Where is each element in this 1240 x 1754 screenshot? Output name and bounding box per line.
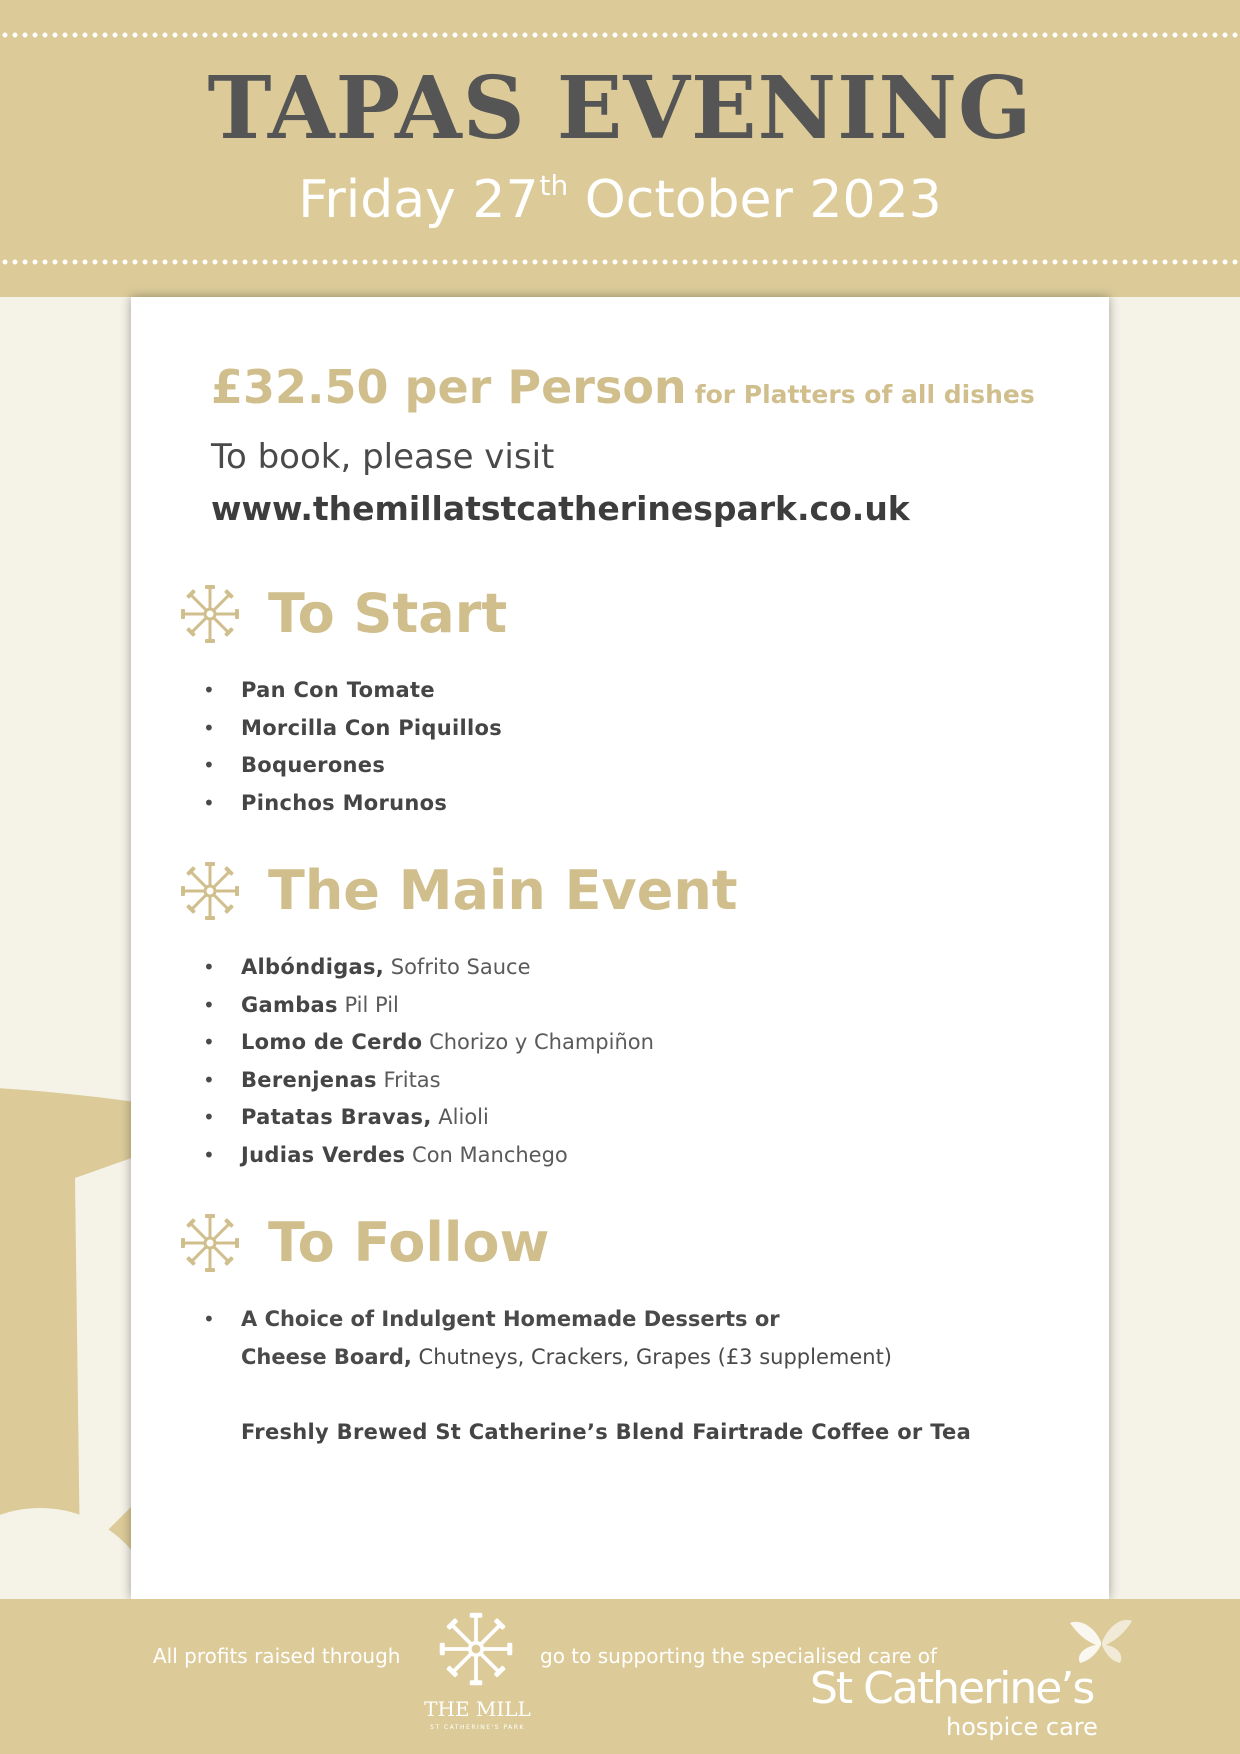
list-item: [211, 747, 502, 785]
mill-logo-name: THE MILL: [424, 1697, 531, 1721]
list-item: [211, 785, 502, 823]
start-items-list: [211, 672, 502, 822]
list-item: [211, 987, 654, 1025]
hospice-logo-name: St Catherine’s: [810, 1663, 1094, 1714]
dish-name: Pan Con Tomate: [241, 678, 435, 702]
section-title: The Main Event: [268, 859, 738, 922]
butterfly-icon: [1066, 1617, 1136, 1667]
list-item: [211, 1062, 654, 1100]
mill-wheel-logo-icon: [436, 1609, 516, 1689]
dish-detail: Alioli: [431, 1105, 489, 1129]
mill-logo-subtitle: ST CATHERINE'S PARK: [430, 1724, 525, 1731]
price-line: [211, 360, 1035, 414]
dessert-option: A Choice of Indulgent Homemade Desserts or: [241, 1307, 780, 1331]
dish-name: Boquerones: [241, 753, 386, 777]
coffee-line: Freshly Brewed St Catherine’s Blend Fairtrade Coffee or Tea: [241, 1420, 972, 1444]
main-items-list: [211, 949, 654, 1174]
dotted-divider-top: [0, 32, 1240, 38]
footer-banner: [0, 1599, 1240, 1754]
list-item: [211, 1300, 1031, 1338]
list-item: [211, 1099, 654, 1137]
dish-name: Morcilla Con Piquillos: [241, 715, 502, 740]
mill-wheel-icon: [178, 1211, 242, 1275]
header-banner: [0, 0, 1240, 297]
footer-text-middle: go to supporting the specialised care of: [540, 1644, 938, 1668]
dish-name: Pinchos Morunos: [241, 790, 448, 815]
dish-detail: Chorizo y Champiñon: [422, 1030, 654, 1054]
price-note: for Platters of all dishes: [694, 380, 1035, 409]
list-item: [211, 710, 502, 748]
event-date: [0, 169, 1240, 230]
hospice-logo-subtitle: hospice care: [946, 1713, 1098, 1741]
mill-wheel-icon: [178, 582, 242, 646]
cheese-detail: Chutneys, Crackers, Grapes (£3 supplement): [411, 1345, 892, 1369]
dish-name: Patatas Bravas,: [241, 1105, 432, 1129]
price-value: £32.50 per Person: [211, 360, 687, 414]
date-month-year: October 2023: [568, 170, 942, 230]
dish-name: Lomo de Cerdo: [241, 1030, 423, 1054]
cheese-option: Cheese Board,: [241, 1345, 412, 1369]
section-title: To Start: [268, 582, 508, 645]
dish-name: Berenjenas: [241, 1067, 377, 1092]
section-title: To Follow: [268, 1211, 550, 1274]
dish-detail: Pil Pil: [337, 992, 399, 1017]
dish-name: Albóndigas,: [241, 955, 385, 979]
dish-detail: Fritas: [376, 1067, 441, 1092]
dish-detail: Con Manchego: [405, 1142, 568, 1167]
dish-name: Gambas: [241, 992, 338, 1017]
follow-items: [211, 1300, 1031, 1451]
list-item: [211, 1137, 654, 1175]
dotted-divider-bottom: [0, 259, 1240, 265]
booking-instruction: To book, please visit: [211, 437, 555, 477]
dish-name: Judias Verdes: [241, 1142, 406, 1167]
list-item: [211, 1024, 654, 1062]
mill-wheel-icon: [178, 859, 242, 923]
dish-detail: Sofrito Sauce: [384, 955, 531, 979]
list-item-continued: [211, 1338, 1031, 1376]
list-item: [211, 672, 502, 710]
date-day: Friday 27: [298, 170, 539, 230]
footer-text-left: All profits raised through: [153, 1644, 401, 1668]
date-ordinal: th: [539, 169, 569, 202]
page-title: TAPAS EVENING: [207, 58, 1033, 159]
booking-url-link[interactable]: www.themillatstcatherinespark.co.uk: [211, 489, 910, 528]
list-item: [211, 949, 654, 987]
